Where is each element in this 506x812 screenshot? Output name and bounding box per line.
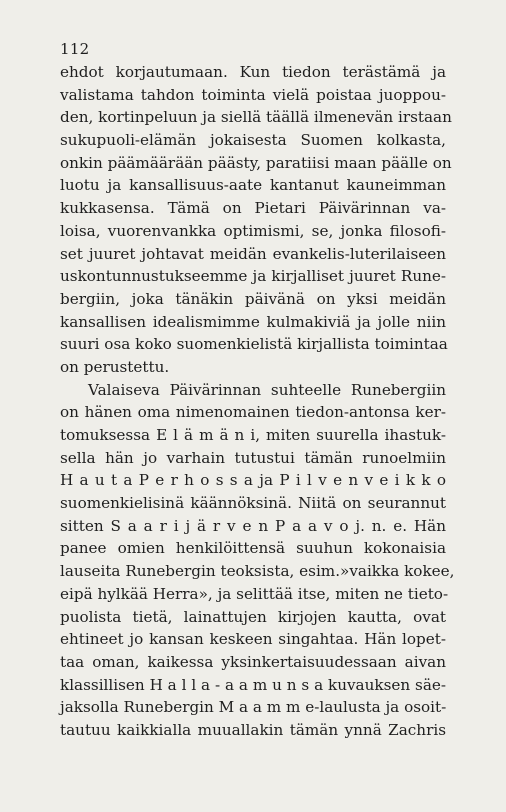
text-line: panee omien henkilöittensä suuhun kokonaisia <box>60 539 446 558</box>
text-line: ehdot korjautumaan. Kun tiedon terästämä ja <box>60 63 446 81</box>
text-line: bergiin, joka tänäkin päivänä on yksi meidän <box>60 289 446 308</box>
text-line: valistama tahdon toiminta vielä poistaa juoppou- <box>60 85 446 104</box>
text-line: ehtineet jo kansan keskeen singahtaa. Hän lopet- <box>60 630 446 649</box>
text-line: kansallisen idealismimme kulmakiviä ja jolle niin <box>60 312 446 331</box>
paragraph-first-line: Valaiseva Päivärinnan suhteelle Runebergiin <box>88 380 446 399</box>
text-line: jaksolla Runebergin M a a m m e-laulusta ja osoit- <box>60 698 447 717</box>
text-line: sella hän jo varhain tutustui tämän runoelmiin <box>60 448 446 467</box>
text-line: den, kortinpeluun ja siellä täällä ilmenevän irstaan <box>60 108 452 127</box>
text-line: on hänen oma nimenomainen tiedon-antonsa ker- <box>60 403 446 422</box>
text-line: lauseita Runebergin teoksista, esim.»vaikka kokee, <box>60 562 455 581</box>
text-line: klassillisen H a l l a - a a m u n s a kuvauksen säe- <box>60 675 446 694</box>
text-line: suuri osa koko suomenkielistä kirjallista toimintaa <box>60 335 448 354</box>
text-line: suomenkielisinä käännöksinä. Niitä on seurannut <box>60 494 446 513</box>
text-line: onkin päämäärään päästy, paratiisi maan päälle on <box>60 153 452 172</box>
text-line: uskontunnustukseemme ja kirjalliset juuret Rune- <box>60 267 446 286</box>
text-line: kukkasensa. Tämä on Pietari Päivärinnan va- <box>60 199 446 218</box>
text-line: set juuret johtavat meidän evankelis-luterilaiseen <box>60 244 446 263</box>
text-line: H a u t a P e r h o s s a ja P i l v e n v e i k k o <box>60 471 446 490</box>
text-line: sukupuoli-elämän jokaisesta Suomen kolkasta, <box>60 131 446 150</box>
body-text <box>60 61 455 742</box>
text-line: on perustettu. <box>60 357 170 376</box>
text-line: tomuksessa E l ä m ä n i, miten suurella ihastuk- <box>60 426 446 444</box>
text-line: taa oman, kaikessa yksinkertaisuudessaan aivan <box>60 652 446 671</box>
text-line: loisa, vuorenvankka optimismi, se, jonka filosofi- <box>60 221 446 240</box>
text-line: puolista tietä, lainattujen kirjojen kautta, ovat <box>60 607 446 626</box>
page-number: 112 <box>60 40 90 58</box>
text-line: tautuu kaikkialla muuallakin tämän ynnä Zachris <box>60 720 446 739</box>
text-line: eipä hylkää Herra», ja selittää itse, miten ne tieto- <box>60 584 449 603</box>
text-line: sitten S a a r i j ä r v e n P a a v o j. n. e. Hän <box>60 516 446 535</box>
text-line: luotu ja kansallisuus-aate kantanut kauneimman <box>60 176 446 195</box>
